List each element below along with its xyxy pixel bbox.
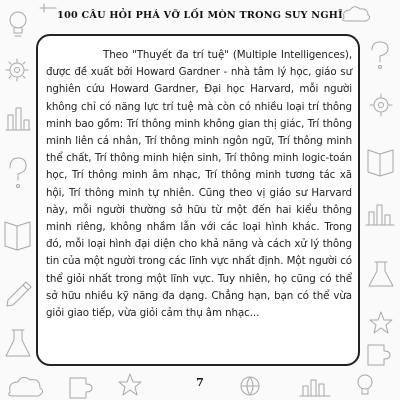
page-number: 7 — [196, 376, 204, 389]
gear-icon — [370, 94, 392, 116]
bar-chart-icon — [366, 205, 394, 225]
book-icon — [5, 222, 30, 250]
question-mark-icon — [10, 158, 26, 188]
bar-chart-icon — [6, 108, 30, 130]
flask-icon — [6, 330, 30, 356]
body-paragraph: Theo "Thuyết đa trí tuệ" (Multiple Intelligences), được đề xuất bởi Howard Gardner - nhà tâm lý học, giáo sư nghiên cứu Howard Gardner, Đại học Harvard, mỗi người không chỉ có năng lực trí tuệ mà còn có nhiều loại trí thông minh bao gồm: Trí thông minh không gian thị giác, Trí thông minh liên cá nhân, Trí thông minh ngôn ngữ, Trí thông minh thể chất, Trí thông minh hiện sinh, Trí thông minh logic-toán học, Trí thông minh âm nhạc, Trí thông minh tương tác xã hội, Trí thông minh tự nhiên. Cũng theo vị giáo sư Harvard này, mỗi người thường sở hữu từ một đến hai kiểu thông minh riêng, không nhầm lẫn với các loại hình khác. Trong đó, mỗi loại hình đại diện cho khả năng và cách xử lý thông tin của một người trong các lĩnh vực nhất định. Một người có thể giỏi nhất trong một lĩnh vực. Tuy nhiên, họ cũng có thể sở hữu nhiều kỹ năng đa dạng. Chẳng hạn, bạn có thể vừa giỏi giao tiếp, vừa giỏi cảm thụ âm nhạc... — [46, 49, 352, 320]
book-title-header: 100 CÂU HỎI PHÁ VỠ LỐI MÒN TRONG SUY NGHĨ — [57, 10, 343, 21]
star-icon — [370, 312, 392, 333]
text-panel — [36, 34, 360, 366]
puzzle-icon — [368, 345, 390, 365]
question-mark-icon — [372, 42, 388, 69]
flask-icon — [369, 262, 393, 286]
gear-icon — [6, 59, 28, 81]
pencil-icon — [7, 282, 31, 306]
book-icon — [368, 150, 393, 176]
